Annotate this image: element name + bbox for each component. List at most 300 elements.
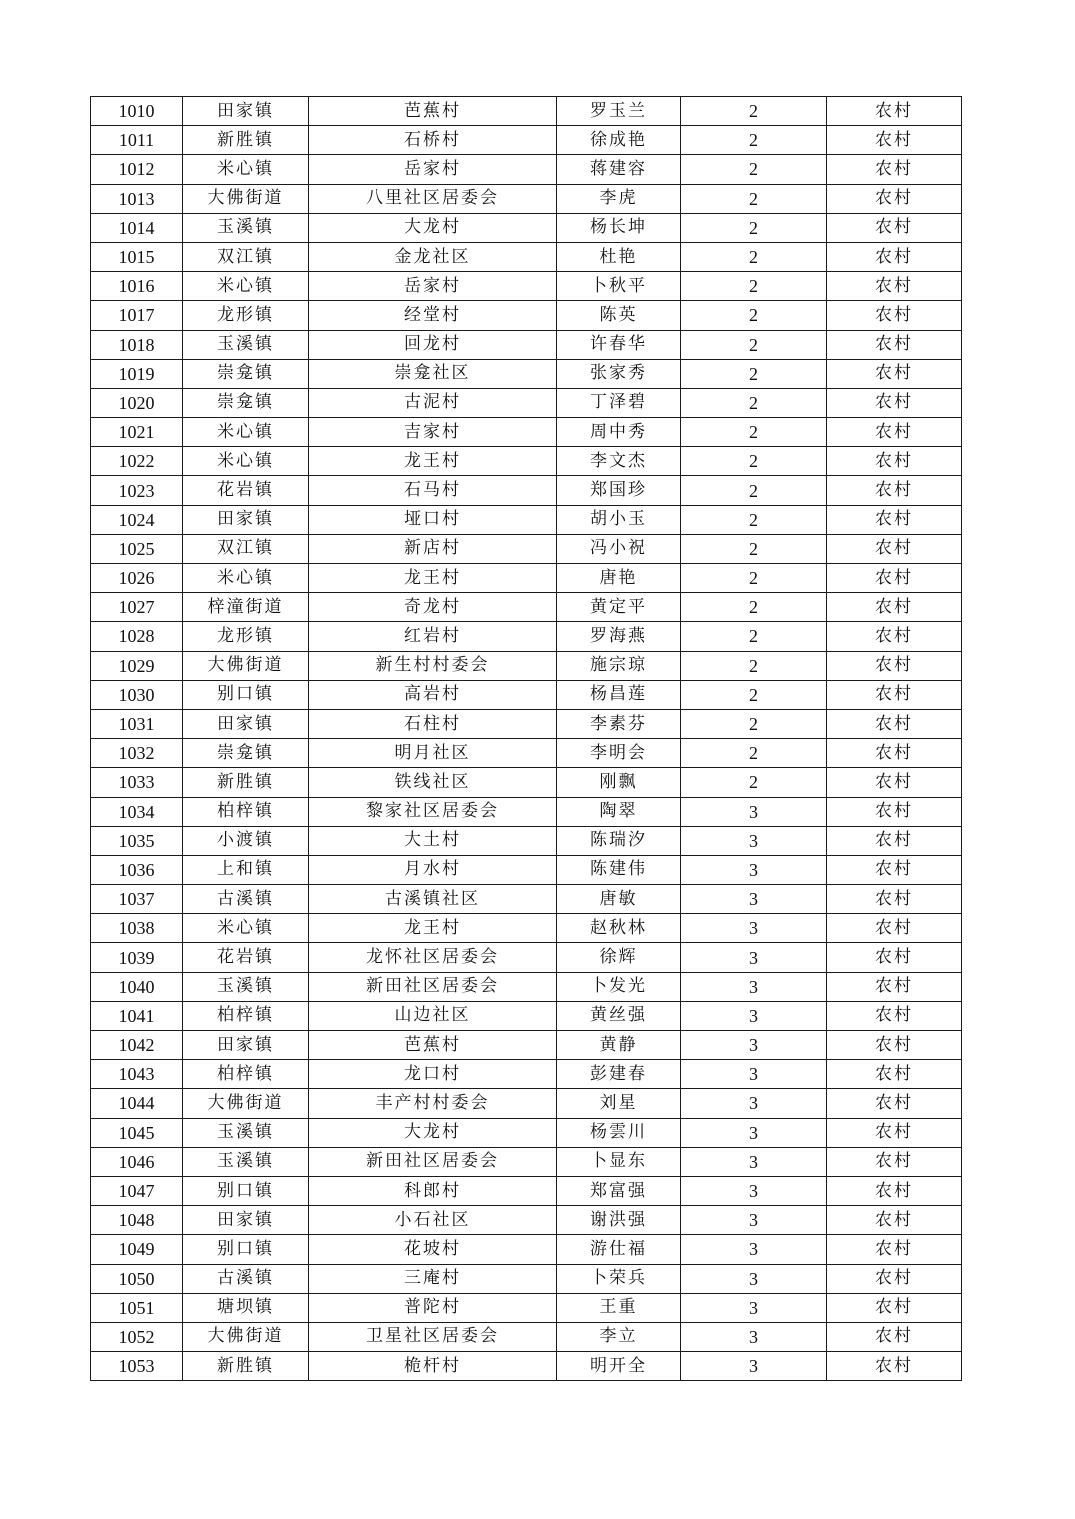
category-cell: 农村 bbox=[827, 1060, 962, 1089]
village-cell: 回龙村 bbox=[309, 330, 557, 359]
category-cell: 农村 bbox=[827, 418, 962, 447]
serial-number-cell: 1016 bbox=[91, 272, 183, 301]
township-cell: 米心镇 bbox=[183, 418, 309, 447]
name-cell: 张家秀 bbox=[557, 359, 681, 388]
category-cell: 农村 bbox=[827, 359, 962, 388]
table-row bbox=[91, 418, 962, 447]
village-cell: 龙王村 bbox=[309, 447, 557, 476]
serial-number-cell: 1030 bbox=[91, 680, 183, 709]
table-row bbox=[91, 593, 962, 622]
table-row bbox=[91, 388, 962, 417]
village-cell: 经堂村 bbox=[309, 301, 557, 330]
category-cell: 农村 bbox=[827, 1322, 962, 1351]
township-cell: 玉溪镇 bbox=[183, 213, 309, 242]
data-table bbox=[90, 96, 962, 1381]
village-cell: 大龙村 bbox=[309, 213, 557, 242]
count-cell: 3 bbox=[681, 1089, 827, 1118]
township-cell: 田家镇 bbox=[183, 97, 309, 126]
township-cell: 田家镇 bbox=[183, 505, 309, 534]
village-cell: 山边社区 bbox=[309, 1001, 557, 1030]
name-cell: 杜艳 bbox=[557, 242, 681, 271]
table-row bbox=[91, 1060, 962, 1089]
category-cell: 农村 bbox=[827, 126, 962, 155]
township-cell: 米心镇 bbox=[183, 914, 309, 943]
village-cell: 卫星社区居委会 bbox=[309, 1322, 557, 1351]
table-row bbox=[91, 1322, 962, 1351]
count-cell: 2 bbox=[681, 272, 827, 301]
name-cell: 黄定平 bbox=[557, 593, 681, 622]
township-cell: 米心镇 bbox=[183, 564, 309, 593]
count-cell: 3 bbox=[681, 972, 827, 1001]
count-cell: 3 bbox=[681, 1206, 827, 1235]
count-cell: 3 bbox=[681, 1293, 827, 1322]
table-row bbox=[91, 1089, 962, 1118]
serial-number-cell: 1046 bbox=[91, 1147, 183, 1176]
serial-number-cell: 1047 bbox=[91, 1176, 183, 1205]
category-cell: 农村 bbox=[827, 943, 962, 972]
category-cell: 农村 bbox=[827, 651, 962, 680]
count-cell: 3 bbox=[681, 1235, 827, 1264]
serial-number-cell: 1029 bbox=[91, 651, 183, 680]
village-cell: 崇龛社区 bbox=[309, 359, 557, 388]
name-cell: 李素芬 bbox=[557, 709, 681, 738]
category-cell: 农村 bbox=[827, 855, 962, 884]
township-cell: 米心镇 bbox=[183, 272, 309, 301]
township-cell: 田家镇 bbox=[183, 709, 309, 738]
township-cell: 双江镇 bbox=[183, 242, 309, 271]
village-cell: 奇龙村 bbox=[309, 593, 557, 622]
count-cell: 3 bbox=[681, 885, 827, 914]
village-cell: 大土村 bbox=[309, 826, 557, 855]
township-cell: 柏梓镇 bbox=[183, 1060, 309, 1089]
category-cell: 农村 bbox=[827, 622, 962, 651]
serial-number-cell: 1021 bbox=[91, 418, 183, 447]
count-cell: 2 bbox=[681, 301, 827, 330]
name-cell: 唐敏 bbox=[557, 885, 681, 914]
serial-number-cell: 1012 bbox=[91, 155, 183, 184]
name-cell: 许春华 bbox=[557, 330, 681, 359]
name-cell: 冯小祝 bbox=[557, 534, 681, 563]
count-cell: 2 bbox=[681, 359, 827, 388]
name-cell: 赵秋林 bbox=[557, 914, 681, 943]
village-cell: 龙王村 bbox=[309, 564, 557, 593]
count-cell: 2 bbox=[681, 126, 827, 155]
table-row bbox=[91, 534, 962, 563]
category-cell: 农村 bbox=[827, 476, 962, 505]
name-cell: 杨长坤 bbox=[557, 213, 681, 242]
name-cell: 明开全 bbox=[557, 1352, 681, 1381]
table-row bbox=[91, 505, 962, 534]
table-row bbox=[91, 739, 962, 768]
count-cell: 3 bbox=[681, 1352, 827, 1381]
category-cell: 农村 bbox=[827, 1031, 962, 1060]
serial-number-cell: 1015 bbox=[91, 242, 183, 271]
name-cell: 彭建春 bbox=[557, 1060, 681, 1089]
village-cell: 三庵村 bbox=[309, 1264, 557, 1293]
serial-number-cell: 1024 bbox=[91, 505, 183, 534]
category-cell: 农村 bbox=[827, 330, 962, 359]
count-cell: 3 bbox=[681, 1060, 827, 1089]
village-cell: 石柱村 bbox=[309, 709, 557, 738]
count-cell: 2 bbox=[681, 447, 827, 476]
name-cell: 施宗琼 bbox=[557, 651, 681, 680]
township-cell: 别口镇 bbox=[183, 680, 309, 709]
township-cell: 小渡镇 bbox=[183, 826, 309, 855]
township-cell: 梓潼街道 bbox=[183, 593, 309, 622]
name-cell: 丁泽碧 bbox=[557, 388, 681, 417]
township-cell: 田家镇 bbox=[183, 1206, 309, 1235]
category-cell: 农村 bbox=[827, 1147, 962, 1176]
township-cell: 玉溪镇 bbox=[183, 1118, 309, 1147]
count-cell: 2 bbox=[681, 155, 827, 184]
category-cell: 农村 bbox=[827, 1089, 962, 1118]
serial-number-cell: 1022 bbox=[91, 447, 183, 476]
name-cell: 黄丝强 bbox=[557, 1001, 681, 1030]
village-cell: 红岩村 bbox=[309, 622, 557, 651]
serial-number-cell: 1051 bbox=[91, 1293, 183, 1322]
township-cell: 大佛街道 bbox=[183, 1089, 309, 1118]
serial-number-cell: 1028 bbox=[91, 622, 183, 651]
name-cell: 胡小玉 bbox=[557, 505, 681, 534]
name-cell: 陈建伟 bbox=[557, 855, 681, 884]
serial-number-cell: 1042 bbox=[91, 1031, 183, 1060]
category-cell: 农村 bbox=[827, 184, 962, 213]
name-cell: 徐成艳 bbox=[557, 126, 681, 155]
name-cell: 周中秀 bbox=[557, 418, 681, 447]
township-cell: 新胜镇 bbox=[183, 126, 309, 155]
count-cell: 3 bbox=[681, 1118, 827, 1147]
serial-number-cell: 1049 bbox=[91, 1235, 183, 1264]
table-row bbox=[91, 447, 962, 476]
name-cell: 郑国珍 bbox=[557, 476, 681, 505]
village-cell: 月水村 bbox=[309, 855, 557, 884]
village-cell: 芭蕉村 bbox=[309, 97, 557, 126]
count-cell: 2 bbox=[681, 418, 827, 447]
name-cell: 卜荣兵 bbox=[557, 1264, 681, 1293]
name-cell: 蒋建容 bbox=[557, 155, 681, 184]
name-cell: 李明会 bbox=[557, 739, 681, 768]
name-cell: 罗玉兰 bbox=[557, 97, 681, 126]
serial-number-cell: 1038 bbox=[91, 914, 183, 943]
count-cell: 3 bbox=[681, 1001, 827, 1030]
count-cell: 2 bbox=[681, 534, 827, 563]
village-cell: 丰产村村委会 bbox=[309, 1089, 557, 1118]
count-cell: 2 bbox=[681, 593, 827, 622]
name-cell: 李文杰 bbox=[557, 447, 681, 476]
table-row bbox=[91, 126, 962, 155]
township-cell: 柏梓镇 bbox=[183, 1001, 309, 1030]
table-row bbox=[91, 709, 962, 738]
village-cell: 铁线社区 bbox=[309, 768, 557, 797]
township-cell: 崇龛镇 bbox=[183, 739, 309, 768]
table-row bbox=[91, 97, 962, 126]
table-row bbox=[91, 564, 962, 593]
serial-number-cell: 1036 bbox=[91, 855, 183, 884]
township-cell: 古溪镇 bbox=[183, 885, 309, 914]
table-row bbox=[91, 1235, 962, 1264]
count-cell: 2 bbox=[681, 564, 827, 593]
name-cell: 郑富强 bbox=[557, 1176, 681, 1205]
village-cell: 垭口村 bbox=[309, 505, 557, 534]
count-cell: 2 bbox=[681, 768, 827, 797]
name-cell: 黄静 bbox=[557, 1031, 681, 1060]
village-cell: 龙怀社区居委会 bbox=[309, 943, 557, 972]
serial-number-cell: 1023 bbox=[91, 476, 183, 505]
village-cell: 八里社区居委会 bbox=[309, 184, 557, 213]
category-cell: 农村 bbox=[827, 388, 962, 417]
village-cell: 新店村 bbox=[309, 534, 557, 563]
table-row bbox=[91, 943, 962, 972]
serial-number-cell: 1039 bbox=[91, 943, 183, 972]
name-cell: 王重 bbox=[557, 1293, 681, 1322]
township-cell: 玉溪镇 bbox=[183, 972, 309, 1001]
table-row bbox=[91, 855, 962, 884]
village-cell: 岳家村 bbox=[309, 272, 557, 301]
count-cell: 3 bbox=[681, 1322, 827, 1351]
village-cell: 科郎村 bbox=[309, 1176, 557, 1205]
serial-number-cell: 1035 bbox=[91, 826, 183, 855]
count-cell: 2 bbox=[681, 97, 827, 126]
table-row bbox=[91, 242, 962, 271]
table-row bbox=[91, 972, 962, 1001]
village-cell: 石桥村 bbox=[309, 126, 557, 155]
category-cell: 农村 bbox=[827, 1293, 962, 1322]
category-cell: 农村 bbox=[827, 213, 962, 242]
serial-number-cell: 1052 bbox=[91, 1322, 183, 1351]
table-body bbox=[91, 97, 962, 1381]
name-cell: 杨昌莲 bbox=[557, 680, 681, 709]
category-cell: 农村 bbox=[827, 797, 962, 826]
serial-number-cell: 1050 bbox=[91, 1264, 183, 1293]
serial-number-cell: 1025 bbox=[91, 534, 183, 563]
table-row bbox=[91, 301, 962, 330]
category-cell: 农村 bbox=[827, 680, 962, 709]
serial-number-cell: 1044 bbox=[91, 1089, 183, 1118]
category-cell: 农村 bbox=[827, 885, 962, 914]
township-cell: 大佛街道 bbox=[183, 651, 309, 680]
serial-number-cell: 1031 bbox=[91, 709, 183, 738]
category-cell: 农村 bbox=[827, 739, 962, 768]
table-row bbox=[91, 1264, 962, 1293]
table-row bbox=[91, 1352, 962, 1381]
table-row bbox=[91, 651, 962, 680]
township-cell: 塘坝镇 bbox=[183, 1293, 309, 1322]
name-cell: 罗海燕 bbox=[557, 622, 681, 651]
village-cell: 大龙村 bbox=[309, 1118, 557, 1147]
village-cell: 普陀村 bbox=[309, 1293, 557, 1322]
township-cell: 古溪镇 bbox=[183, 1264, 309, 1293]
count-cell: 2 bbox=[681, 505, 827, 534]
village-cell: 吉家村 bbox=[309, 418, 557, 447]
name-cell: 李立 bbox=[557, 1322, 681, 1351]
village-cell: 龙口村 bbox=[309, 1060, 557, 1089]
serial-number-cell: 1045 bbox=[91, 1118, 183, 1147]
category-cell: 农村 bbox=[827, 1176, 962, 1205]
count-cell: 2 bbox=[681, 388, 827, 417]
village-cell: 古泥村 bbox=[309, 388, 557, 417]
name-cell: 唐艳 bbox=[557, 564, 681, 593]
category-cell: 农村 bbox=[827, 1001, 962, 1030]
count-cell: 3 bbox=[681, 855, 827, 884]
name-cell: 谢洪强 bbox=[557, 1206, 681, 1235]
category-cell: 农村 bbox=[827, 447, 962, 476]
name-cell: 李虎 bbox=[557, 184, 681, 213]
name-cell: 陈瑞汐 bbox=[557, 826, 681, 855]
category-cell: 农村 bbox=[827, 242, 962, 271]
count-cell: 3 bbox=[681, 1264, 827, 1293]
village-cell: 桅杆村 bbox=[309, 1352, 557, 1381]
township-cell: 柏梓镇 bbox=[183, 797, 309, 826]
serial-number-cell: 1018 bbox=[91, 330, 183, 359]
count-cell: 2 bbox=[681, 213, 827, 242]
name-cell: 卜显东 bbox=[557, 1147, 681, 1176]
category-cell: 农村 bbox=[827, 155, 962, 184]
serial-number-cell: 1010 bbox=[91, 97, 183, 126]
category-cell: 农村 bbox=[827, 1264, 962, 1293]
township-cell: 上和镇 bbox=[183, 855, 309, 884]
village-cell: 龙王村 bbox=[309, 914, 557, 943]
table-row bbox=[91, 680, 962, 709]
township-cell: 玉溪镇 bbox=[183, 330, 309, 359]
name-cell: 陶翠 bbox=[557, 797, 681, 826]
count-cell: 2 bbox=[681, 739, 827, 768]
name-cell: 徐辉 bbox=[557, 943, 681, 972]
township-cell: 别口镇 bbox=[183, 1176, 309, 1205]
category-cell: 农村 bbox=[827, 826, 962, 855]
township-cell: 大佛街道 bbox=[183, 1322, 309, 1351]
count-cell: 3 bbox=[681, 943, 827, 972]
count-cell: 2 bbox=[681, 330, 827, 359]
table-row bbox=[91, 1293, 962, 1322]
category-cell: 农村 bbox=[827, 505, 962, 534]
serial-number-cell: 1011 bbox=[91, 126, 183, 155]
village-cell: 芭蕉村 bbox=[309, 1031, 557, 1060]
category-cell: 农村 bbox=[827, 972, 962, 1001]
table-row bbox=[91, 1176, 962, 1205]
name-cell: 杨雲川 bbox=[557, 1118, 681, 1147]
table-row bbox=[91, 914, 962, 943]
village-cell: 岳家村 bbox=[309, 155, 557, 184]
village-cell: 花坡村 bbox=[309, 1235, 557, 1264]
count-cell: 3 bbox=[681, 826, 827, 855]
township-cell: 龙形镇 bbox=[183, 622, 309, 651]
category-cell: 农村 bbox=[827, 1118, 962, 1147]
serial-number-cell: 1027 bbox=[91, 593, 183, 622]
serial-number-cell: 1017 bbox=[91, 301, 183, 330]
name-cell: 游仕福 bbox=[557, 1235, 681, 1264]
count-cell: 2 bbox=[681, 680, 827, 709]
table-row bbox=[91, 1001, 962, 1030]
township-cell: 田家镇 bbox=[183, 1031, 309, 1060]
count-cell: 2 bbox=[681, 651, 827, 680]
village-cell: 古溪镇社区 bbox=[309, 885, 557, 914]
name-cell: 卜发光 bbox=[557, 972, 681, 1001]
category-cell: 农村 bbox=[827, 564, 962, 593]
table-row bbox=[91, 768, 962, 797]
township-cell: 花岩镇 bbox=[183, 943, 309, 972]
serial-number-cell: 1032 bbox=[91, 739, 183, 768]
table-row bbox=[91, 184, 962, 213]
serial-number-cell: 1053 bbox=[91, 1352, 183, 1381]
serial-number-cell: 1013 bbox=[91, 184, 183, 213]
category-cell: 农村 bbox=[827, 709, 962, 738]
table-row bbox=[91, 1118, 962, 1147]
table-row bbox=[91, 1031, 962, 1060]
count-cell: 3 bbox=[681, 797, 827, 826]
table-row bbox=[91, 1147, 962, 1176]
township-cell: 双江镇 bbox=[183, 534, 309, 563]
village-cell: 明月社区 bbox=[309, 739, 557, 768]
village-cell: 金龙社区 bbox=[309, 242, 557, 271]
serial-number-cell: 1014 bbox=[91, 213, 183, 242]
table-row bbox=[91, 885, 962, 914]
name-cell: 卜秋平 bbox=[557, 272, 681, 301]
count-cell: 2 bbox=[681, 476, 827, 505]
table-row bbox=[91, 272, 962, 301]
serial-number-cell: 1034 bbox=[91, 797, 183, 826]
name-cell: 刘星 bbox=[557, 1089, 681, 1118]
table-row bbox=[91, 622, 962, 651]
township-cell: 崇龛镇 bbox=[183, 359, 309, 388]
category-cell: 农村 bbox=[827, 301, 962, 330]
category-cell: 农村 bbox=[827, 768, 962, 797]
serial-number-cell: 1048 bbox=[91, 1206, 183, 1235]
count-cell: 3 bbox=[681, 1147, 827, 1176]
count-cell: 2 bbox=[681, 622, 827, 651]
township-cell: 崇龛镇 bbox=[183, 388, 309, 417]
village-cell: 新田社区居委会 bbox=[309, 972, 557, 1001]
category-cell: 农村 bbox=[827, 272, 962, 301]
category-cell: 农村 bbox=[827, 534, 962, 563]
count-cell: 3 bbox=[681, 1176, 827, 1205]
serial-number-cell: 1043 bbox=[91, 1060, 183, 1089]
count-cell: 2 bbox=[681, 242, 827, 271]
village-cell: 小石社区 bbox=[309, 1206, 557, 1235]
township-cell: 新胜镇 bbox=[183, 1352, 309, 1381]
category-cell: 农村 bbox=[827, 1352, 962, 1381]
category-cell: 农村 bbox=[827, 1235, 962, 1264]
township-cell: 龙形镇 bbox=[183, 301, 309, 330]
village-cell: 新田社区居委会 bbox=[309, 1147, 557, 1176]
serial-number-cell: 1040 bbox=[91, 972, 183, 1001]
serial-number-cell: 1033 bbox=[91, 768, 183, 797]
village-cell: 高岩村 bbox=[309, 680, 557, 709]
township-cell: 别口镇 bbox=[183, 1235, 309, 1264]
count-cell: 2 bbox=[681, 184, 827, 213]
table-row bbox=[91, 826, 962, 855]
category-cell: 农村 bbox=[827, 593, 962, 622]
name-cell: 刚飘 bbox=[557, 768, 681, 797]
table-row bbox=[91, 1206, 962, 1235]
township-cell: 玉溪镇 bbox=[183, 1147, 309, 1176]
serial-number-cell: 1020 bbox=[91, 388, 183, 417]
village-cell: 新生村村委会 bbox=[309, 651, 557, 680]
table-row bbox=[91, 330, 962, 359]
serial-number-cell: 1037 bbox=[91, 885, 183, 914]
count-cell: 3 bbox=[681, 1031, 827, 1060]
village-cell: 黎家社区居委会 bbox=[309, 797, 557, 826]
table-row bbox=[91, 797, 962, 826]
serial-number-cell: 1026 bbox=[91, 564, 183, 593]
count-cell: 2 bbox=[681, 709, 827, 738]
serial-number-cell: 1019 bbox=[91, 359, 183, 388]
township-cell: 米心镇 bbox=[183, 447, 309, 476]
category-cell: 农村 bbox=[827, 1206, 962, 1235]
table-row bbox=[91, 155, 962, 184]
serial-number-cell: 1041 bbox=[91, 1001, 183, 1030]
township-cell: 米心镇 bbox=[183, 155, 309, 184]
category-cell: 农村 bbox=[827, 97, 962, 126]
